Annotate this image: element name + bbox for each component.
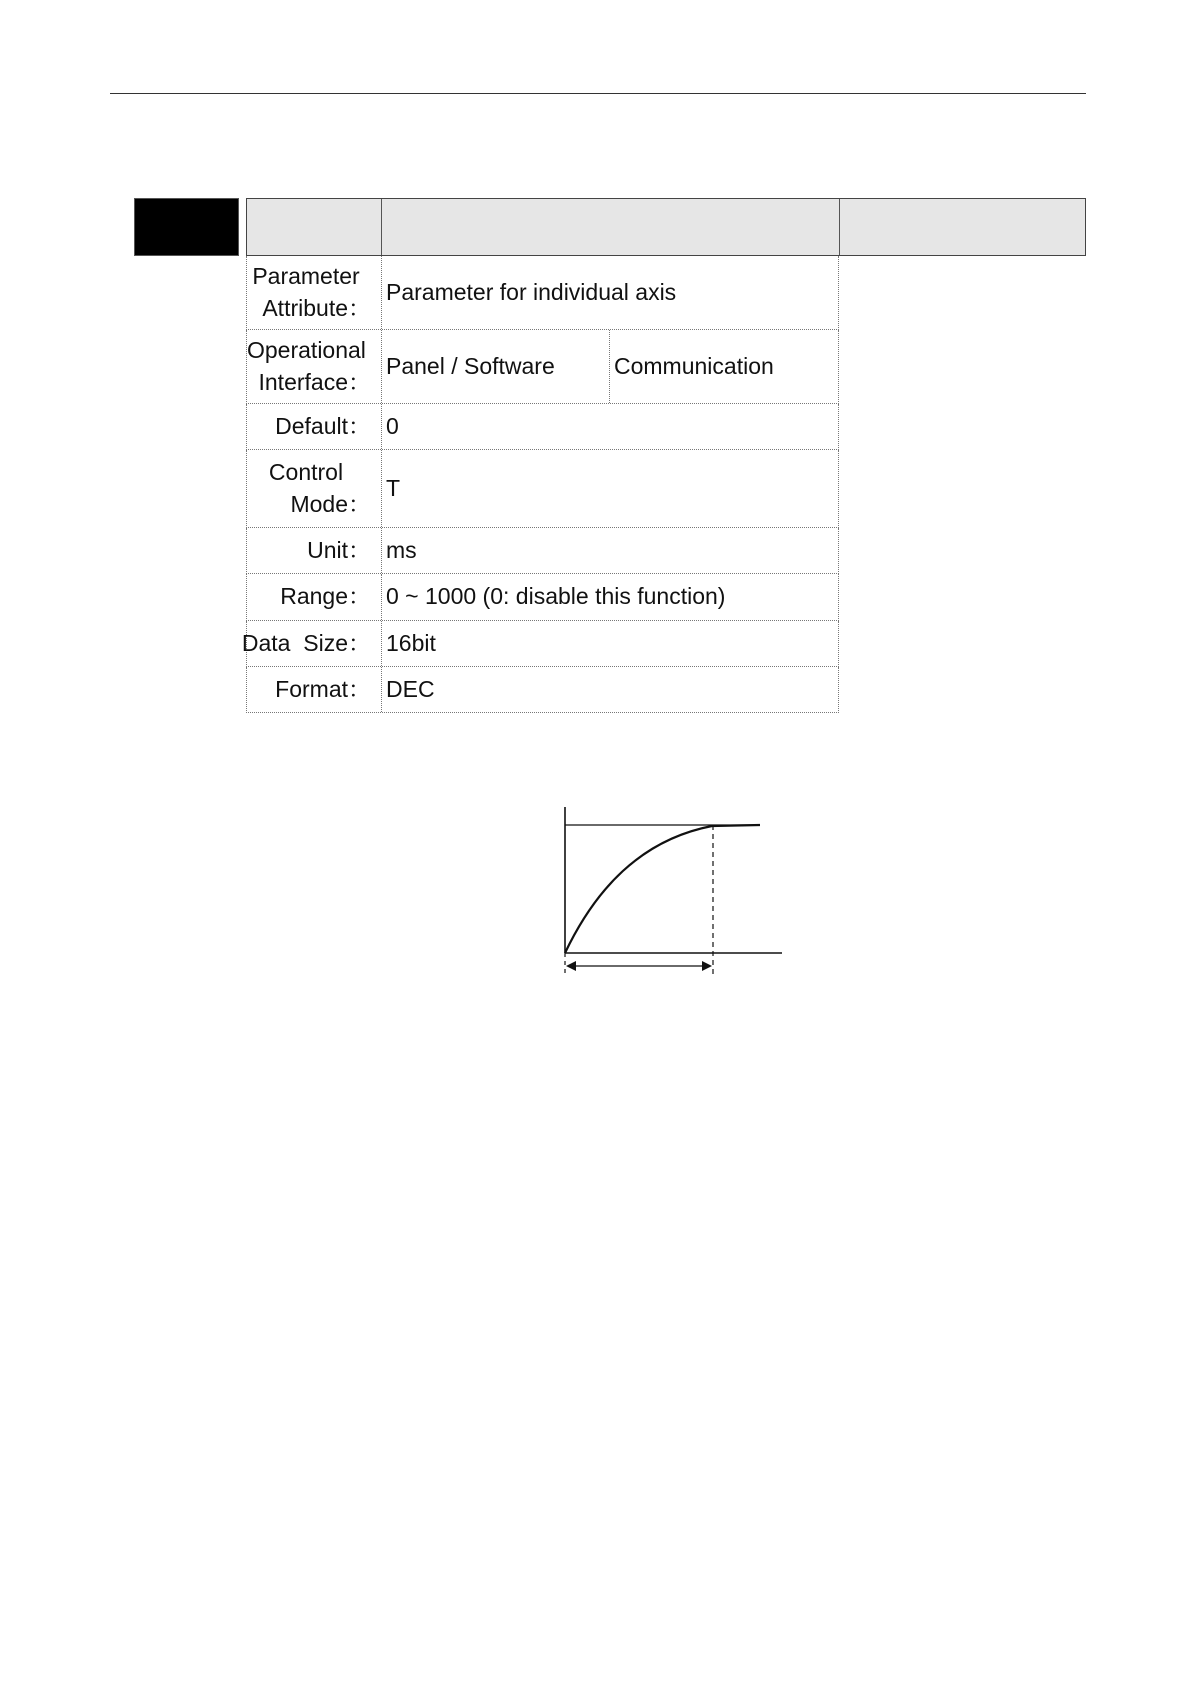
value-communication: Communication bbox=[614, 352, 774, 379]
row-label bbox=[247, 330, 382, 403]
row-label: Range： bbox=[247, 574, 382, 620]
row-control-mode bbox=[246, 450, 839, 528]
label-line-2: Mode： bbox=[290, 490, 371, 517]
row-parameter-attribute bbox=[246, 256, 839, 330]
row-value: 0 bbox=[386, 412, 399, 439]
row-label bbox=[247, 450, 382, 527]
row-value: ms bbox=[386, 536, 417, 563]
time-constant-diagram bbox=[540, 795, 800, 985]
page-top-rule bbox=[110, 93, 1086, 94]
diagram-arrowhead-right bbox=[702, 961, 712, 971]
row-value: T bbox=[386, 474, 401, 501]
header-cell-2 bbox=[382, 199, 840, 255]
header-cell-1 bbox=[247, 199, 382, 255]
row-format bbox=[246, 667, 839, 713]
row-label: Default： bbox=[247, 404, 382, 449]
diagram-arrowhead-left bbox=[566, 961, 576, 971]
parameter-code-tab bbox=[134, 198, 239, 256]
diagram-exponential-curve bbox=[565, 825, 760, 953]
row-label: Format： bbox=[247, 667, 382, 712]
row-unit bbox=[246, 528, 839, 574]
value-panel-software: Panel / Software bbox=[382, 330, 610, 403]
row-data-size bbox=[241, 621, 839, 667]
row-value: DEC bbox=[386, 675, 435, 702]
header-cell-3 bbox=[840, 199, 1085, 255]
row-label: Unit： bbox=[247, 528, 382, 573]
parameter-header-bar bbox=[246, 198, 1086, 256]
row-operational-interface bbox=[246, 330, 839, 404]
label-line-1: Operational bbox=[247, 337, 366, 364]
row-value: 16bit bbox=[386, 629, 436, 656]
label-line-1: Control bbox=[268, 459, 344, 486]
row-label: Data Size： bbox=[247, 621, 382, 666]
label-line-2: Interface： bbox=[258, 368, 371, 395]
row-default bbox=[246, 404, 839, 450]
row-value bbox=[382, 330, 838, 403]
row-label bbox=[247, 256, 382, 329]
label-line-2: Attribute： bbox=[262, 294, 371, 321]
label-line-1: Parameter bbox=[252, 263, 360, 290]
row-range bbox=[246, 574, 839, 621]
row-value: 0 ~ 1000 (0: disable this function) bbox=[386, 583, 726, 610]
row-value: Parameter for individual axis bbox=[386, 278, 677, 305]
